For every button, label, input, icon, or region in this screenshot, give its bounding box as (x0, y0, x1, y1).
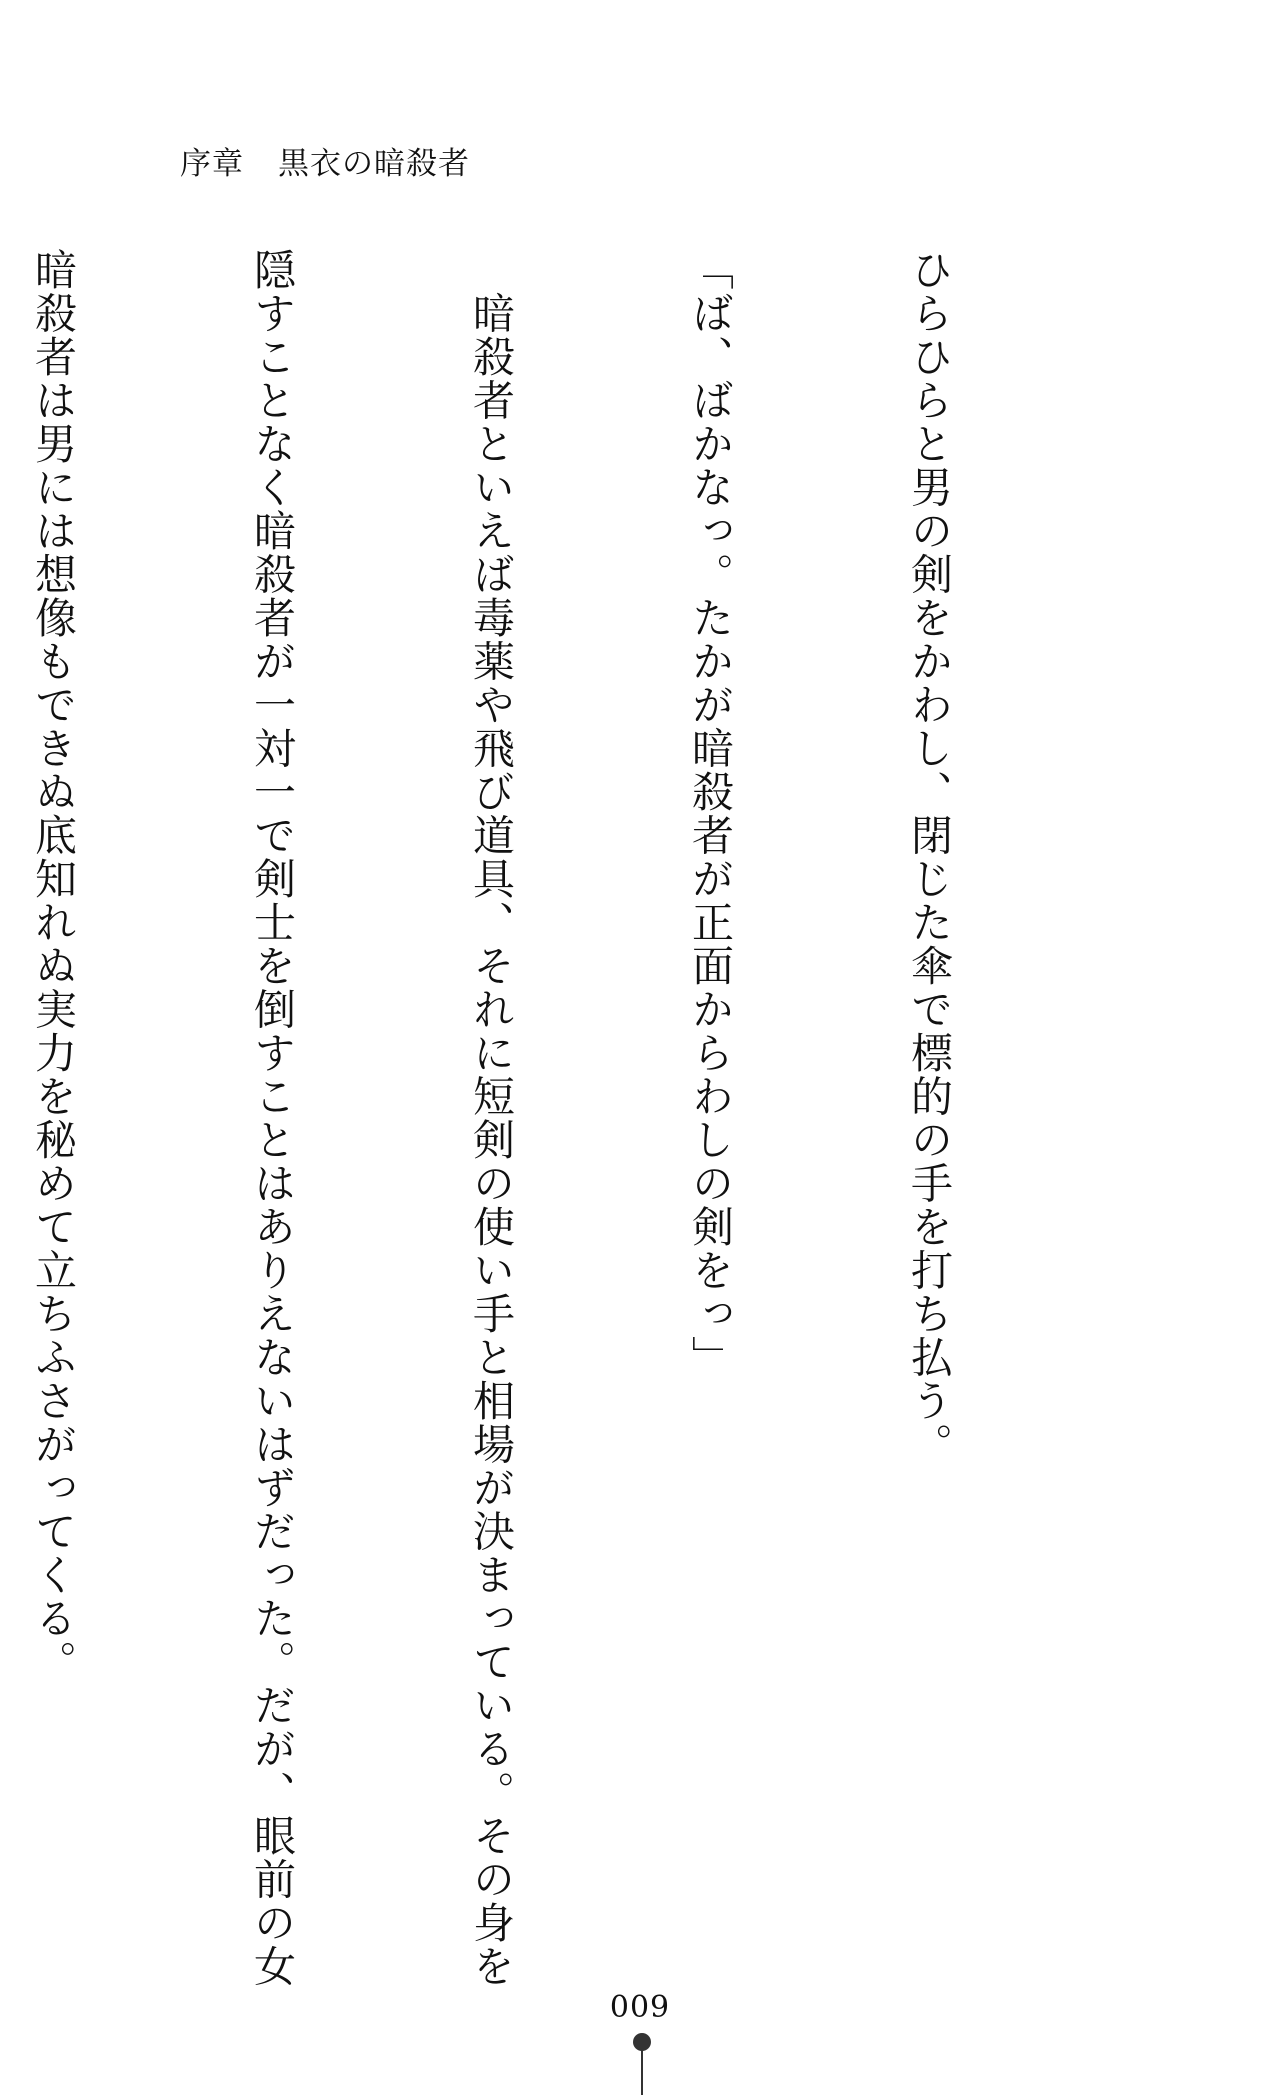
text-line: 暗殺者といえば毒薬や飛び道具、それに短剣の使い手と相場が決まっている。その身を (467, 248, 516, 1988)
text-line: 「ば、ばかなっ。たかが暗殺者が正面からわしの剣をっ」 (686, 248, 735, 1379)
folio-dot (633, 2033, 651, 2051)
folio-line (641, 2050, 643, 2095)
chapter-title: 黒衣の暗殺者 (278, 146, 470, 182)
text-line: 隠すことなく暗殺者が一対一で剣士を倒すことはありえないはずだった。だが、眼前の女 (248, 248, 297, 1988)
running-header (180, 138, 470, 183)
body-text (0, 248, 1112, 1988)
page-number: 009 (609, 1990, 671, 2025)
chapter-label: 序章 (180, 146, 244, 182)
text-line: ひらひらと男の剣をかわし、閉じた傘で標的の手を打ち払う。 (905, 248, 954, 1466)
text-line: 暗殺者は男には想像もできぬ底知れぬ実力を秘めて立ちふさがってくる。 (29, 248, 78, 1684)
